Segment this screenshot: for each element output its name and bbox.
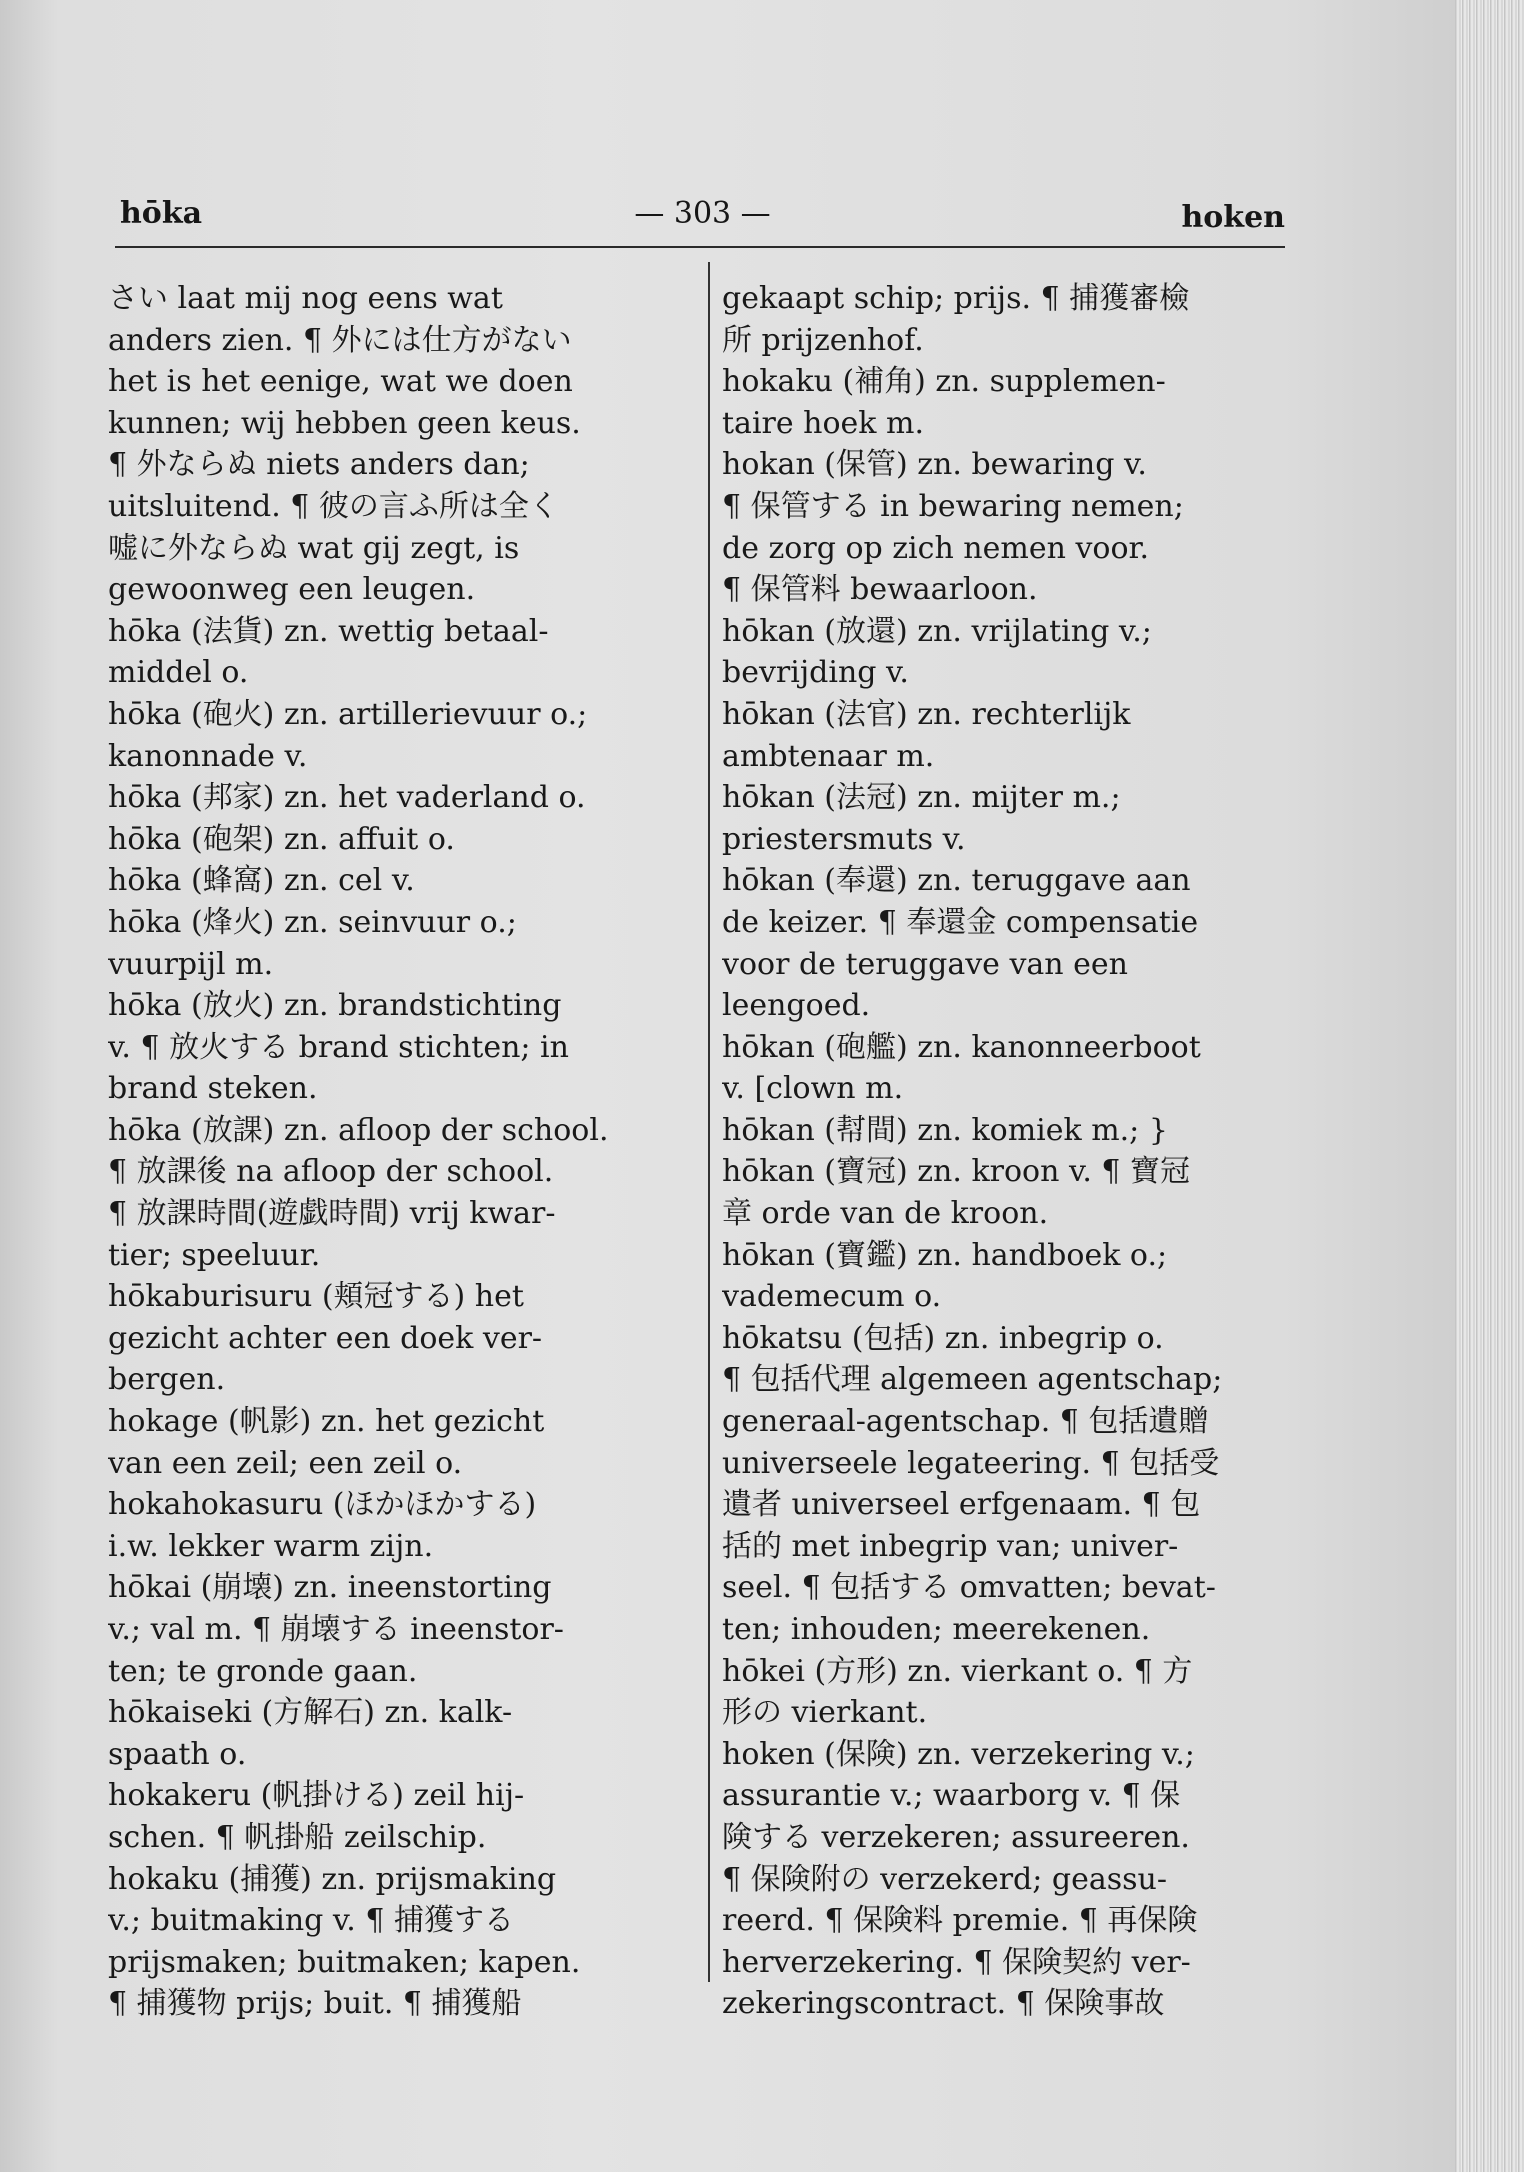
text-line: 遺者 universeel erfgenaam. ¶ 包 <box>722 1487 1201 1523</box>
left-column <box>108 278 680 2025</box>
text-line: het is het eenige, wat we doen <box>108 364 573 400</box>
text-line: hokaku (捕獲) zn. prijsmaking <box>108 1861 557 1897</box>
text-line: generaal-agentschap. ¶ 包括遺贈 <box>722 1404 1209 1440</box>
text-line: v. ¶ 放火する brand stichten; in <box>108 1029 569 1065</box>
text-line: bevrijding v. <box>722 655 909 691</box>
text-line: hōka (砲架) zn. affuit o. <box>108 821 455 857</box>
text-line: hokakeru (帆掛ける) zeil hij- <box>108 1778 525 1814</box>
text-line: kunnen; wij hebben geen keus. <box>108 405 581 441</box>
text-line: hōkai (崩壊) zn. ineenstorting <box>108 1570 552 1606</box>
text-line: vuurpijl m. <box>108 946 274 982</box>
text-line: gekaapt schip; prijs. ¶ 捕獲審檢 <box>722 281 1190 316</box>
text-line: taire hoek m. <box>722 405 925 441</box>
text-line: ¶ 放課時間(遊戯時間) vrij kwar- <box>108 1196 556 1232</box>
header-right-guideword: hoken <box>1181 200 1285 235</box>
text-line: ¶ 放課後 na afloop der school. <box>108 1154 554 1190</box>
text-line: hōka (放課) zn. afloop der school. <box>108 1112 609 1148</box>
text-line: hōkaiseki (方解石) zn. kalk- <box>108 1695 513 1731</box>
text-line: hokaku (補角) zn. supplemen- <box>722 364 1166 400</box>
right-column <box>722 278 1294 2025</box>
header-left-guideword: hōka <box>120 196 203 231</box>
text-line: hōkan (法官) zn. rechterlijk <box>722 696 1131 732</box>
text-line: 嘘に外ならぬ wat gij zegt, is <box>108 530 520 566</box>
text-line: v.; val m. ¶ 崩壊する ineenstor- <box>108 1612 564 1647</box>
text-line: hoken (保険) zn. verzekering v.; <box>722 1736 1195 1772</box>
text-line: ten; inhouden; meerekenen. <box>722 1612 1151 1647</box>
text-line: de keizer. ¶ 奉還金 compensatie <box>722 904 1199 940</box>
text-line: gewoonweg een leugen. <box>108 572 476 608</box>
text-line: 括的 met inbegrip van; univer- <box>722 1528 1179 1564</box>
text-line: 所 prijzenhof. <box>722 322 924 358</box>
text-line: herverzekering. ¶ 保険契約 ver- <box>722 1944 1191 1980</box>
text-line: hōka (法貨) zn. wettig betaal- <box>108 613 549 649</box>
text-line: hōkatsu (包括) zn. inbegrip o. <box>722 1320 1164 1356</box>
text-line: hokan (保管) zn. bewaring v. <box>722 447 1147 483</box>
text-line: ¶ 外ならぬ niets anders dan; <box>108 447 530 483</box>
text-line: spaath o. <box>108 1736 247 1772</box>
text-line: hōka (放火) zn. brandstichting <box>108 988 562 1024</box>
text-line: hōkan (寶冠) zn. kroon v. ¶ 寶冠 <box>722 1154 1191 1190</box>
text-line: schen. ¶ 帆掛船 zeilschip. <box>108 1819 487 1855</box>
text-line: hōkan (砲艦) zn. kanonneerboot <box>722 1029 1201 1065</box>
page-number: — 303 — <box>634 196 771 231</box>
text-line: universeele legateering. ¶ 包括受 <box>722 1445 1220 1481</box>
text-line: 険する verzekeren; assureeren. <box>722 1819 1190 1855</box>
text-line: 形の vierkant. <box>722 1695 928 1731</box>
text-line: hōka (蜂窩) zn. cel v. <box>108 863 415 899</box>
text-line: de zorg op zich nemen voor. <box>722 530 1150 566</box>
text-line: gezicht achter een doek ver- <box>108 1320 543 1356</box>
text-line: hōkan (放還) zn. vrijlating v.; <box>722 613 1152 649</box>
running-header <box>120 196 1285 246</box>
text-line: hōka (邦家) zn. het vaderland o. <box>108 780 586 816</box>
text-line: reerd. ¶ 保険料 premie. ¶ 再保険 <box>722 1903 1198 1939</box>
text-line: hokage (帆影) zn. het gezicht <box>108 1404 545 1440</box>
text-line: vademecum o. <box>722 1279 942 1315</box>
text-line: i.w. lekker warm zijn. <box>108 1528 434 1564</box>
text-line: hōka (烽火) zn. seinvuur o.; <box>108 904 517 940</box>
text-line: ten; te gronde gaan. <box>108 1653 418 1689</box>
text-line: hōkei (方形) zn. vierkant o. ¶ 方 <box>722 1653 1193 1689</box>
text-line: 章 orde van de kroon. <box>722 1196 1049 1232</box>
text-line: assurantie v.; waarborg v. ¶ 保 <box>722 1778 1181 1814</box>
text-line: ¶ 保険附の verzekerd; geassu- <box>722 1861 1167 1897</box>
page-stack-edge <box>1455 0 1524 2172</box>
text-line: bergen. <box>108 1362 226 1398</box>
text-line: kanonnade v. <box>108 738 308 774</box>
text-line: v. [clown m. <box>722 1071 904 1107</box>
text-line: voor de teruggave van een <box>722 946 1128 982</box>
text-line: ¶ 捕獲物 prijs; buit. ¶ 捕獲船 <box>108 1986 522 2022</box>
text-line: zekeringscontract. ¶ 保険事故 <box>722 1986 1165 2022</box>
text-line: tier; speeluur. <box>108 1237 321 1273</box>
text-line: さい laat mij nog eens wat <box>108 281 503 316</box>
text-line: anders zien. ¶ 外には仕方がない <box>108 322 572 358</box>
text-line: hōka (砲火) zn. artillerievuur o.; <box>108 696 588 732</box>
text-line: v.; buitmaking v. ¶ 捕獲する <box>108 1903 514 1939</box>
text-line: seel. ¶ 包括する omvatten; bevat- <box>722 1570 1216 1606</box>
column-divider <box>708 262 710 1982</box>
text-line: hōkan (幇間) zn. komiek m.; } <box>722 1112 1168 1148</box>
text-line: uitsluitend. ¶ 彼の言ふ所は全く <box>108 488 559 524</box>
text-line: ¶ 包括代理 algemeen agentschap; <box>722 1362 1223 1398</box>
header-rule <box>115 246 1285 248</box>
text-line: van een zeil; een zeil o. <box>108 1445 463 1481</box>
text-line: prijsmaken; buitmaken; kapen. <box>108 1944 581 1980</box>
text-line: ¶ 保管料 bewaarloon. <box>722 572 1038 608</box>
text-line: ambtenaar m. <box>722 738 935 774</box>
text-line: brand steken. <box>108 1071 318 1107</box>
text-line: leengoed. <box>722 988 871 1024</box>
text-line: hōkan (奉還) zn. teruggave aan <box>722 863 1191 899</box>
text-line: hokahokasuru (ほかほかする) <box>108 1487 537 1523</box>
text-line: ¶ 保管する in bewaring nemen; <box>722 488 1184 524</box>
text-line: hōkan (法冠) zn. mijter m.; <box>722 780 1121 816</box>
text-line: hōkaburisuru (頬冠する) het <box>108 1279 524 1315</box>
text-line: hōkan (寶鑑) zn. handboek o.; <box>722 1237 1168 1273</box>
text-line: priestersmuts v. <box>722 821 966 857</box>
text-line: middel o. <box>108 655 249 691</box>
